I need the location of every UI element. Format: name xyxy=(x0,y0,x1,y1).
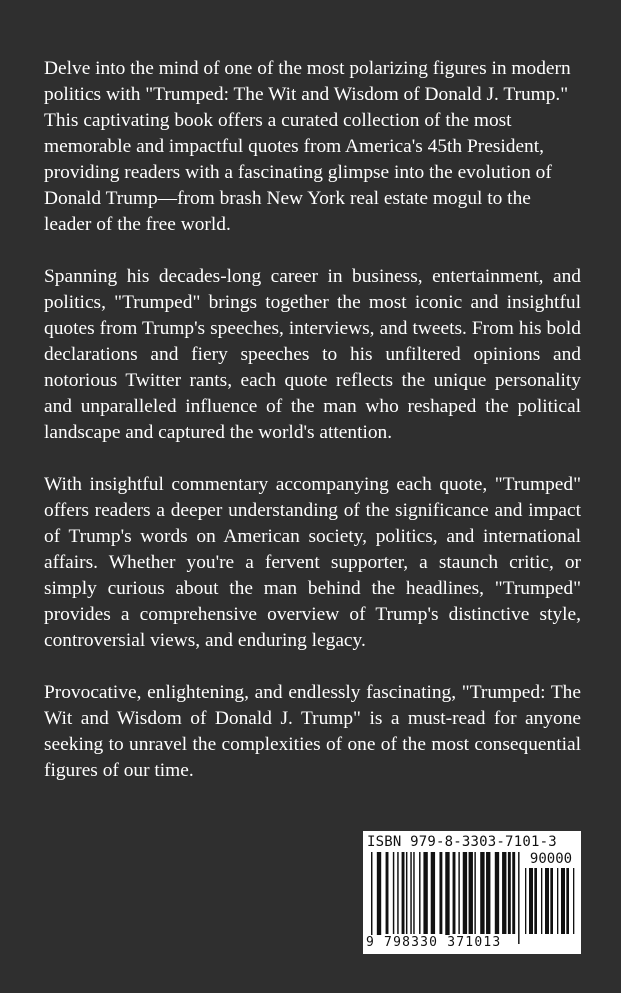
barcode-bar xyxy=(525,868,526,934)
isbn-barcode xyxy=(363,831,581,954)
barcode-bar xyxy=(480,852,484,934)
barcode-bar xyxy=(550,868,553,934)
barcode-bar xyxy=(534,868,537,934)
barcode-bar xyxy=(502,852,506,934)
blurb-paragraph-1: Delve into the mind of one of the most polarizing figures in modern politics with "Trumped: The Wit and Wisdom of Donald J. Trump." This captivating book offers a curated collection of the most memorable and impactful quotes from America's 45th President, providing readers with a fascinating glimpse into the evolution of Donald Trump—from brash New York real estate mogul to the leader of the free world. xyxy=(44,58,571,235)
barcode-bar xyxy=(469,852,473,934)
barcode-bar xyxy=(573,868,574,934)
blurb-paragraph-3: With insightful commentary accompanying each quote, "Trumped" offers readers a deeper understanding of the significance and impact of Trump's words on American society, politics, and international affairs. Whether you're a fervent supporter, a staunch critic, or simply curious about the man behind the headlines, "Trumped" provides a comprehensive overview of Trump's distinctive style, controversial views, and enduring legacy. xyxy=(44,474,581,651)
barcode-bar xyxy=(508,852,511,934)
barcode-bar xyxy=(474,852,475,934)
barcode-bar xyxy=(529,868,533,934)
barcode-bar xyxy=(541,868,542,934)
barcode-bar xyxy=(518,852,519,944)
barcode-bar xyxy=(402,852,405,934)
barcode-bar xyxy=(410,852,411,934)
barcode-bar xyxy=(486,852,490,934)
barcode-bar xyxy=(445,852,449,944)
barcode-bar xyxy=(371,852,372,944)
barcode-bar xyxy=(512,852,515,934)
barcode-bar xyxy=(393,852,394,934)
barcode-bar xyxy=(566,868,569,934)
barcode-bar xyxy=(386,852,389,934)
barcode-bar xyxy=(557,868,558,934)
blurb-text xyxy=(44,56,581,810)
barcode-bar xyxy=(561,868,565,934)
price-addon-label: 90000 xyxy=(529,851,573,867)
barcode-bar xyxy=(495,852,499,934)
isbn-label: ISBN 979-8-3303-7101-3 xyxy=(367,834,557,850)
ean-digits: 9 798330 371013 xyxy=(366,935,502,950)
barcode-bar xyxy=(413,852,414,934)
barcode-bar xyxy=(377,852,381,944)
blurb-paragraph-2: Spanning his decades-long career in business, entertainment, and politics, "Trumped" brings together the most iconic and insightful quotes from Trump's speeches, interviews, and tweets. From his bold declarations and fiery speeches to his unfiltered opinions and notorious Twitter rants, each quote reflects the unique personality and unparalleled influence of the man who reshaped the political landscape and captured the world's attention. xyxy=(44,266,581,443)
barcode-bar xyxy=(463,852,467,934)
barcode-bar xyxy=(458,852,459,934)
barcode-bar xyxy=(453,852,456,934)
barcode-bar xyxy=(439,852,442,934)
barcode-bar xyxy=(545,868,549,934)
price-addon-bars xyxy=(525,868,577,944)
barcode-bar xyxy=(423,852,427,934)
barcode-bar xyxy=(406,852,407,934)
blurb-paragraph-4: Provocative, enlightening, and endlessly fascinating, "Trumped: The Wit and Wisdom of Donald J. Trump" is a must-read for anyone seeking to unravel the complexities of one of the most consequential figures of our time. xyxy=(44,682,581,781)
barcode-bar xyxy=(431,852,435,934)
barcode-bar xyxy=(419,852,420,934)
ean13-bars xyxy=(371,852,521,944)
barcode-bar xyxy=(397,852,398,934)
